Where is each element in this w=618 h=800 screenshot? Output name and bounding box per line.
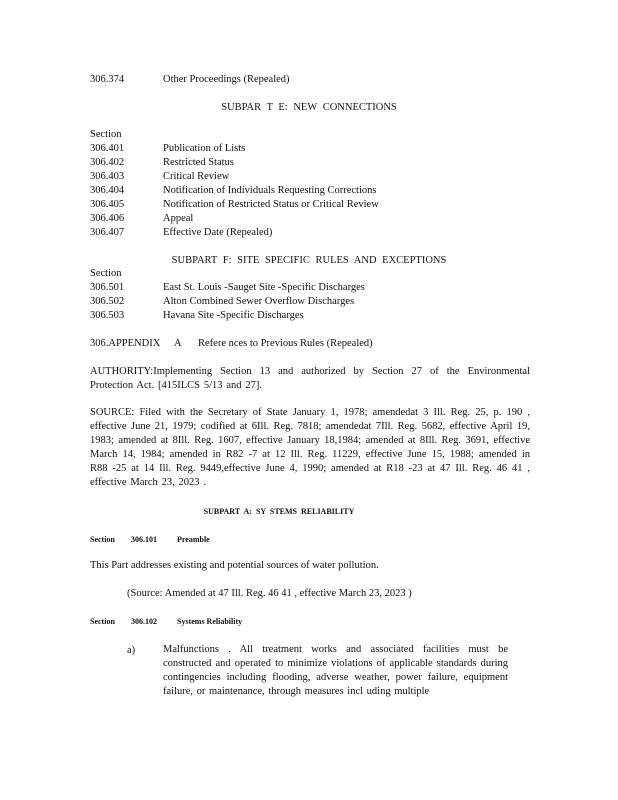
- toc-title: Appeal: [163, 213, 194, 224]
- toc-number: 306.402: [90, 157, 125, 168]
- toc-title: Havana Site -Specific Discharges: [163, 310, 304, 321]
- appendix-letter: A: [174, 338, 182, 349]
- toc-number: 306.401: [90, 143, 125, 154]
- toc-number: 306.404: [90, 185, 125, 196]
- toc-title: Alton Combined Sewer Overflow Discharges: [163, 296, 355, 307]
- toc-number: 306.403: [90, 171, 125, 182]
- section-label: Section: [90, 617, 115, 626]
- subpart-f-heading: SUBPART F: SITE SPECIFIC RULES AND EXCEPTIONS: [171, 255, 447, 266]
- section-title: Systems Reliability: [177, 617, 243, 626]
- section-label: Section: [90, 268, 122, 279]
- section-title: Preamble: [177, 535, 210, 544]
- toc-number: 306.406: [90, 213, 125, 224]
- section-number: 306.374: [90, 74, 125, 85]
- toc-title: Restricted Status: [163, 157, 234, 168]
- section-title: Other Proceedings (Repealed): [163, 74, 290, 85]
- appendix-number: 306.APPENDIX: [90, 338, 161, 349]
- list-marker: a): [127, 645, 136, 656]
- section-label: Section: [90, 129, 122, 140]
- list-item-text: Malfunctions . All treatment works and associated facilities must be constructed and operated to minimize violations of applicable standards during contingencies including flooding, adverse weather, power failure, equipment failure, or maintenance, through measures incl uding multiple: [163, 644, 508, 697]
- authority-paragraph: AUTHORITY:Implementing Section 13 and authorized by Section 27 of the Environmental Protection Act. [415ILCS 5/13 and 27].: [90, 366, 530, 391]
- toc-number: 306.502: [90, 296, 125, 307]
- toc-title: East St. Louis -Sauget Site -Specific Discharges: [163, 282, 365, 293]
- toc-number: 306.501: [90, 282, 125, 293]
- toc-number: 306.407: [90, 227, 125, 238]
- section-number: 306.101: [131, 535, 157, 544]
- toc-number: 306.503: [90, 310, 125, 321]
- toc-title: Effective Date (Repealed): [163, 227, 273, 238]
- preamble-source-note: (Source: Amended at 47 Ill. Reg. 46 41 , effective March 23, 2023 ): [127, 588, 412, 599]
- toc-title: Publication of Lists: [163, 143, 246, 154]
- toc-title: Notification of Restricted Status or Critical Review: [163, 199, 379, 210]
- subpart-e-heading: SUBPAR T E: NEW CONNECTIONS: [221, 102, 397, 113]
- subpart-a-heading: SUBPART A: SY STEMS RELIABILITY: [203, 507, 355, 516]
- toc-number: 306.405: [90, 199, 125, 210]
- toc-title: Critical Review: [163, 171, 230, 182]
- appendix-title: Refere nces to Previous Rules (Repealed): [198, 338, 373, 349]
- preamble-text: This Part addresses existing and potential sources of water pollution.: [90, 560, 379, 571]
- source-paragraph: SOURCE: Filed with the Secretary of State January 1, 1978; amendedat 3 Ill. Reg. 25, p. 190 , effective June 21, 1979; codified at 6Ill. Reg. 7818; amendedat 7Ill. Reg. 5682, effective April 19, 1983; amended at 8Ill. Reg. 1607, effective January 18,1984; amended at 8Ill. Reg. 3691, effective March 14, 1984; amended in R82 -7 at 12 Ill. Reg. 11229, effective June 15, 1988; amended in R88 -25 at 14 Ill. Reg. 9449,effective June 4, 1990; amended at R18 -23 at 47 Ill. Reg. 46 41 , effective March 23, 2023 .: [90, 407, 530, 488]
- section-label: Section: [90, 535, 115, 544]
- section-number: 306.102: [131, 617, 157, 626]
- toc-title: Notification of Individuals Requesting Corrections: [163, 185, 377, 196]
